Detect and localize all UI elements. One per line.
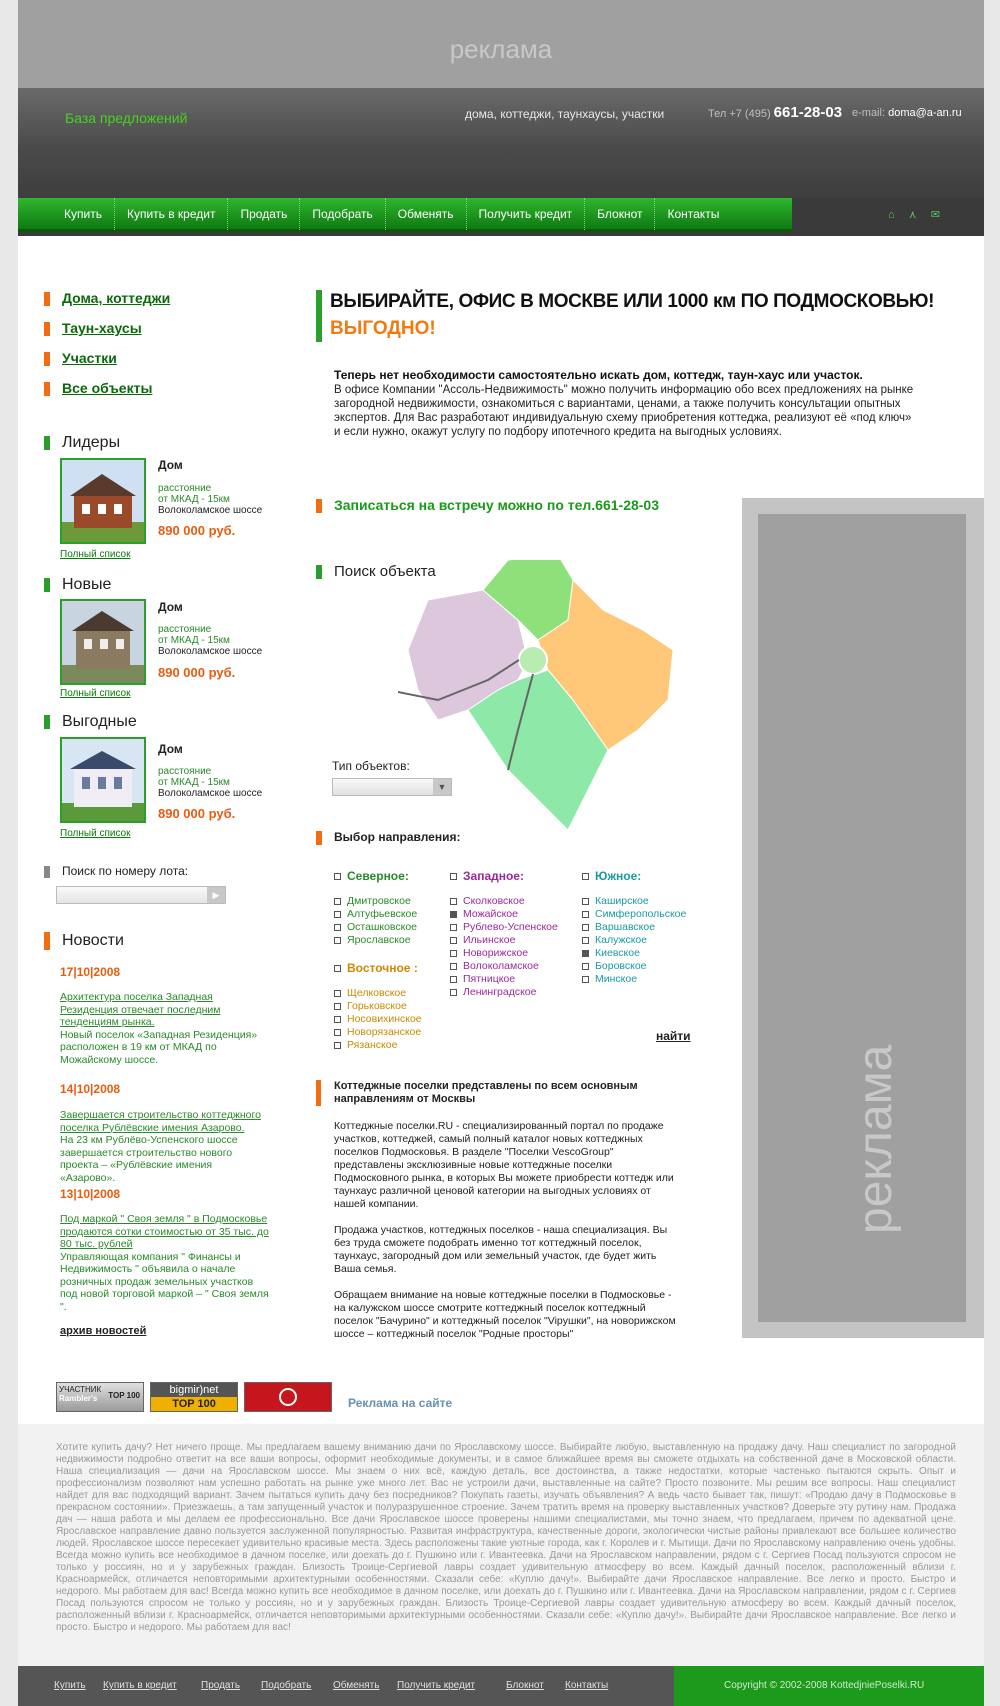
nav-sell[interactable]: Продать bbox=[228, 198, 300, 230]
west-title: Западное: bbox=[463, 869, 524, 883]
news-text: На 23 км Рублёво-Успенского шоссе завершается строительство нового проекта – «Рублёвские имения «Азарово». bbox=[60, 1134, 238, 1184]
checkbox[interactable] bbox=[334, 911, 341, 918]
bullet bbox=[316, 565, 322, 579]
bullet bbox=[44, 322, 50, 336]
phone-prefix: Тел +7 (495) bbox=[708, 108, 771, 120]
checkbox[interactable] bbox=[450, 924, 457, 931]
checkbox[interactable] bbox=[334, 937, 341, 944]
west-column bbox=[450, 870, 558, 999]
bullet bbox=[44, 578, 50, 592]
checkbox[interactable] bbox=[334, 898, 341, 905]
footer-link-select[interactable]: Подобрать bbox=[261, 1680, 312, 1691]
news-item bbox=[60, 991, 270, 1066]
south-title: Южное: bbox=[595, 869, 642, 883]
checkbox[interactable] bbox=[334, 990, 341, 997]
checkbox-checked[interactable] bbox=[450, 911, 457, 918]
news-text: Управляющая компания " Финансы и Недвижимость " объявила о начале розничных продаж земельных участков под новой торговой маркой – " Своя земля ". bbox=[60, 1250, 269, 1313]
dir-item[interactable] bbox=[450, 960, 558, 973]
rambler-line2: Rambler's bbox=[59, 1394, 98, 1403]
nav-get-credit[interactable]: Получить кредит bbox=[467, 198, 586, 230]
find-button[interactable]: найти bbox=[656, 1029, 691, 1043]
rambler-line1: УЧАСТНИК bbox=[59, 1385, 102, 1394]
nav-buy-credit[interactable]: Купить в кредит bbox=[115, 198, 229, 230]
checkbox[interactable] bbox=[450, 873, 457, 880]
search-title-text: Поиск объекта bbox=[334, 563, 436, 580]
dir-item[interactable] bbox=[582, 921, 686, 934]
east-column bbox=[334, 962, 422, 1052]
property-price: 890 000 руб. bbox=[158, 523, 236, 538]
checkbox[interactable] bbox=[334, 924, 341, 931]
menu-townhouses[interactable] bbox=[44, 320, 142, 338]
type-select[interactable] bbox=[332, 778, 452, 796]
news-date: 13|10|2008 bbox=[60, 1187, 121, 1201]
checkbox[interactable] bbox=[582, 911, 589, 918]
menu-houses[interactable] bbox=[44, 290, 170, 308]
dir-item[interactable] bbox=[450, 908, 558, 921]
dir-item-label: Боровское bbox=[595, 960, 647, 972]
new-full-list-link[interactable]: Полный список bbox=[60, 688, 131, 699]
footer-link-buy[interactable]: Купить bbox=[54, 1680, 86, 1691]
cottage-p3: Обращаем внимание на новые коттеджные поселки в Подмосковье - на калужском шоссе смотрите коттеджный поселок коттеджный поселок "Бачурино" и коттеджный поселок "Vipушки", на новорижском шоссе – коттеджный поселок "Родные просторы" bbox=[334, 1289, 676, 1340]
cottage-p2: Продажа участков, коттеджных поселков - наша специализация. Вы без труда сможете подобрать именно тот коттеджный поселок, таунхаус, загородный дом или земельный участок, где будет жить Ваша семья. bbox=[334, 1224, 668, 1275]
bullet bbox=[44, 292, 50, 306]
bullet bbox=[44, 436, 50, 450]
counter-icon bbox=[279, 1388, 297, 1406]
rambler-top100-banner[interactable] bbox=[56, 1382, 144, 1412]
site-logo-text[interactable]: База предложений bbox=[65, 110, 188, 126]
footer-link-get-credit[interactable]: Получить кредит bbox=[397, 1680, 476, 1691]
dir-item[interactable] bbox=[334, 921, 417, 934]
checkbox[interactable] bbox=[334, 1042, 341, 1049]
news-title bbox=[44, 932, 124, 950]
seo-block bbox=[18, 1424, 984, 1666]
bullet bbox=[316, 499, 322, 513]
checkbox[interactable] bbox=[450, 937, 457, 944]
intro-text: В офисе Компании "Ассоль-Недвижимость" можно получить информацию обо всех предложениях на рынке загородной недвижимости, ознакомиться с вариантами, ценами, а также получить консультации опытных экспертов. Для Вас разработают индивидуальную схему приобретения коттеджа, реализуют её «под ключ» и если нужно, окажут услугу по подбору ипотечного кредита на выгодных условиях. bbox=[334, 384, 914, 438]
profit-title-text: Выгодные bbox=[62, 713, 137, 730]
seo-text: Хотите купить дачу? Нет ничего проще. Мы предлагаем вашему вниманию дачи по Ярославскому шоссе. Выбирайте любую, выставленную на продажу дачу. Наш специалист по загородной недвижимости подробно ответит на все ваши вопросы, оформит необходимые документы, и в самое ближайшее время вы сможете отдыхать на собственной даче в Московской области. Наша специализация — дачи на Ярославском шоссе. Мы знаем о них всё, каждую деталь, все достоинства, а также недостатки, которые частенько пытаются скрыть. Опыт и профессионализм позволяют нам успешно работать на рынке уже много лет. Вас не устроили дачи, выставленные на сайте? Просто позвоните. Мы решим все вопросы. Наш специалист найдет для вас подходящий вариант. Зачем пытаться купить дачу без посредников? Покупать газеты, изучать объявления? А ведь часто бывает так, пишут: «Продаю дачу в Подмосковье в прекрасном состоянии». Приезжаешь, а там запущенный участок и полуразрушенное строение. Зачем тратить время на проверку выставленных участков? Доверьте эту рутину нам. Продажа дач — наша работа и мы делаем ее профессионально. Все дачи Ярославское шоссе проверены нашими специалистами, мы точно знаем, что предлагаем, причем по адекватной цене. Ярославское направление давно пользуется заслуженной популярностью. Развитая инфраструктура, качественные дороги, экологически чистые районы привлекают все большее количество людей. Ярославское шоссе пересекает удивительно красивые места. Здесь расположены такие уютные города, как г. Королев и г. Мытищи. Дачи по Ярославскому направлению очень удобны. Всегда можно купить все необходимое в дачном поселке, или доехать до г. Пушкино или г. Ивантеевка. Дачи на Ярославском направлении, рядом с г. Сергиев Посад пользуются спросом не только у россиян, но и у зарубежных граждан. Близость Троице-Сергиевой лавры создает удивительную атмосферу во всем. Каждый дачный поселок, расположенный вблизи г. Красноармейск, отличается неповторимыми архитектурными особенностями. Сказали себе: «Куплю дачу!». Выбирайте дачи Ярославское направление. Все легко и просто. Быстро и недорого. Мы работаем для вас! Всегда можно купить все необходимое в дачном поселке, или доехать до г. Пушкино или г. Ивантеевка. Дачи на Ярославском направлении, рядом с г. Сергиев Посад пользуются спросом не только у россиян, но и у зарубежных граждан. Близость Троице-Сергиевой лавры создает удивительную атмосферу во всем. Каждый дачный поселок, расположенный вблизи г. Красноармейск, отличается неповторимыми архитектурными особенностями. Сказали себе: «Куплю дачу!». Выбирайте дачи Ярославское направление. Все легко и просто. Быстро и недорого. Мы работаем для вас! bbox=[56, 1442, 956, 1633]
checkbox[interactable] bbox=[334, 1029, 341, 1036]
dir-item-label: Носовихинское bbox=[347, 1013, 422, 1025]
dir-item[interactable] bbox=[334, 1039, 422, 1052]
dir-item-label: Горьковское bbox=[347, 1000, 407, 1012]
intro-bold: Теперь нет необходимости самостоятельно искать дом, коттедж, таун-хаус или участок. bbox=[334, 368, 863, 382]
property-mkad: от МКАД - 15км bbox=[158, 494, 230, 505]
dir-item-label: Щелковское bbox=[347, 987, 407, 999]
dir-item-label: Ленинградское bbox=[463, 986, 537, 998]
dir-item[interactable] bbox=[582, 895, 686, 908]
lot-search-label bbox=[44, 864, 188, 878]
property-details bbox=[158, 483, 262, 516]
menu-plots[interactable] bbox=[44, 350, 117, 368]
email-prefix: e-mail: bbox=[852, 107, 886, 119]
checkbox[interactable] bbox=[582, 937, 589, 944]
checkbox[interactable] bbox=[450, 989, 457, 996]
page-title: ВЫБИРАЙТЕ, ОФИС В МОСКВЕ ИЛИ 1000 км ПО ПОДМОСКОВЬЮ! bbox=[330, 291, 935, 312]
dir-item-label: Калужское bbox=[595, 934, 648, 946]
property-distance-label: расстояние bbox=[158, 624, 212, 635]
title-bar bbox=[316, 290, 322, 342]
east-head[interactable] bbox=[334, 962, 422, 975]
dir-item-label: Ильинское bbox=[463, 934, 516, 946]
property-type[interactable]: Дом bbox=[158, 458, 183, 472]
side-ad-text: реклама bbox=[849, 1044, 902, 1234]
news-date: 14|10|2008 bbox=[60, 1082, 121, 1096]
dir-item-label: Волоколамское bbox=[463, 960, 539, 972]
property-road: Волоколамское шоссе bbox=[158, 505, 263, 516]
footer-link-exchange[interactable]: Обменять bbox=[333, 1680, 380, 1691]
property-mkad: от МКАД - 15км bbox=[158, 777, 230, 788]
lot-search-text: Поиск по номеру лота: bbox=[62, 864, 189, 878]
west-head[interactable] bbox=[450, 870, 558, 883]
dir-item[interactable] bbox=[334, 987, 422, 1000]
nav-notebook[interactable]: Блокнот bbox=[585, 198, 655, 230]
profit-full-list-link[interactable]: Полный список bbox=[60, 828, 131, 839]
cottage-p1: Коттеджные поселки.RU - специализированный портал по продаже участков, коттеджей, самый полный каталог новых коттеджных поселков Подмосковья. В разделе "Поселки VescoGroup" представлены эксклюзивные новые коттеджные поселки Подмосковного рынка, в которых Вы можете приобрести коттедж или таунхаус различной ценовой категории на выгодных условиях от нашей компании. bbox=[334, 1120, 674, 1210]
dir-item[interactable] bbox=[334, 1013, 422, 1026]
meet-text: Записаться на встречу можно по тел.661-28-03 bbox=[334, 497, 660, 513]
leaders-title bbox=[44, 434, 120, 452]
dir-item[interactable] bbox=[450, 947, 558, 960]
south-head[interactable] bbox=[582, 870, 686, 883]
top-ad-banner[interactable]: реклама bbox=[18, 0, 984, 88]
dir-item-label: Рублево-Успенское bbox=[463, 921, 558, 933]
dir-item-label: Новорижское bbox=[463, 947, 529, 959]
east-title: Восточное : bbox=[347, 961, 418, 975]
nav-icons bbox=[888, 208, 954, 221]
side-ad[interactable] bbox=[742, 498, 984, 1338]
menu-all-link[interactable]: Все объекты bbox=[62, 380, 153, 396]
dir-item-label: Новорязанское bbox=[347, 1026, 422, 1038]
news-date: 17|10|2008 bbox=[60, 965, 121, 979]
dir-item-label: Пятницкое bbox=[463, 973, 516, 985]
north-title: Северное: bbox=[347, 869, 409, 883]
header-email bbox=[852, 107, 962, 119]
news-title-text: Новости bbox=[62, 932, 124, 950]
email-link[interactable]: doma@a-an.ru bbox=[888, 107, 962, 119]
dir-item-label: Минское bbox=[595, 973, 638, 985]
menu-all[interactable] bbox=[44, 380, 152, 398]
north-head[interactable] bbox=[334, 870, 417, 883]
property-details bbox=[158, 624, 262, 657]
leaders-title-text: Лидеры bbox=[62, 434, 121, 451]
dir-item[interactable] bbox=[334, 1026, 422, 1039]
profit-title bbox=[44, 713, 137, 731]
checkbox[interactable] bbox=[450, 950, 457, 957]
checkbox-checked[interactable] bbox=[582, 950, 589, 957]
checkbox[interactable] bbox=[334, 965, 341, 972]
house-photo[interactable] bbox=[60, 458, 146, 544]
checkbox[interactable] bbox=[582, 873, 589, 880]
meet-line bbox=[316, 497, 659, 513]
news-text: Новый поселок «Западная Резиденция» расположен в 19 км от МКАД по Можайскому шоссе. bbox=[60, 1028, 258, 1066]
dir-item[interactable] bbox=[582, 934, 686, 947]
direction-title bbox=[316, 830, 460, 845]
map-moscow[interactable] bbox=[519, 646, 547, 674]
dir-item-label: Дмитровское bbox=[347, 895, 411, 907]
dir-item[interactable] bbox=[582, 973, 686, 986]
dir-item-label: Киевское bbox=[595, 947, 640, 959]
bullet bbox=[316, 831, 322, 845]
property-road: Волоколамское шоссе bbox=[158, 646, 263, 657]
side-ad-inner[interactable] bbox=[758, 514, 966, 1322]
dir-item[interactable] bbox=[582, 960, 686, 973]
news-item bbox=[60, 1213, 270, 1313]
dir-item-label: Варшавское bbox=[595, 921, 656, 933]
bigmir-line1: bigmir)net bbox=[151, 1383, 237, 1397]
lot-search-input[interactable] bbox=[56, 886, 226, 904]
checkbox[interactable] bbox=[582, 963, 589, 970]
footer-link-contacts[interactable]: Контакты bbox=[565, 1680, 609, 1691]
dir-item[interactable] bbox=[334, 908, 417, 921]
dir-item[interactable] bbox=[334, 895, 417, 908]
dir-item-label: Алтуфьевское bbox=[347, 908, 418, 920]
nav-select[interactable]: Подобрать bbox=[300, 198, 385, 230]
news-link[interactable]: Архитектура поселка Западная Резиденция отвечает последним тенденциям рынка. bbox=[60, 991, 221, 1028]
direction-title-text: Выбор направления: bbox=[334, 830, 461, 844]
checkbox[interactable] bbox=[582, 898, 589, 905]
header-phone bbox=[708, 104, 842, 121]
dir-item[interactable] bbox=[450, 986, 558, 999]
new-title-text: Новые bbox=[62, 576, 112, 593]
property-distance-label: расстояние bbox=[158, 483, 212, 494]
news-link[interactable]: Под маркой " Своя земля " в Подмосковье продаются сотки стоимостью от 35 тыс. до 80 тыс. рублей bbox=[60, 1213, 269, 1250]
dir-item[interactable] bbox=[450, 934, 558, 947]
news-item bbox=[60, 1109, 270, 1184]
leaders-full-list-link[interactable]: Полный список bbox=[60, 549, 131, 560]
north-column bbox=[334, 870, 417, 947]
cott-bar bbox=[316, 1080, 321, 1106]
checkbox[interactable] bbox=[582, 924, 589, 931]
footer-link-notebook[interactable]: Блокнот bbox=[506, 1680, 544, 1691]
house-photo[interactable] bbox=[60, 599, 146, 685]
property-details bbox=[158, 766, 262, 799]
main-nav bbox=[18, 198, 984, 236]
dir-item-label: Каширское bbox=[595, 895, 649, 907]
footer-link-buy-credit[interactable]: Купить в кредит bbox=[103, 1680, 177, 1691]
property-distance-label: расстояние bbox=[158, 766, 212, 777]
bigmir-line2: TOP 100 bbox=[151, 1397, 237, 1411]
cottage-text bbox=[334, 1120, 680, 1341]
home-icon[interactable]: ⌂ bbox=[888, 209, 909, 221]
property-price: 890 000 руб. bbox=[158, 665, 236, 680]
bigmir-top100-banner[interactable] bbox=[150, 1382, 238, 1412]
dir-item[interactable] bbox=[450, 973, 558, 986]
dir-item[interactable] bbox=[334, 934, 417, 947]
mail-icon[interactable]: ✉ bbox=[930, 209, 954, 221]
header bbox=[18, 88, 984, 198]
chevron-down-icon[interactable]: ▼ bbox=[433, 779, 451, 795]
checkbox[interactable] bbox=[334, 1016, 341, 1023]
bullet bbox=[44, 866, 50, 878]
page-subtitle: ВЫГОДНО! bbox=[330, 318, 436, 339]
checkbox[interactable] bbox=[334, 1003, 341, 1010]
dir-item[interactable] bbox=[334, 1000, 422, 1013]
footer-link-sell[interactable]: Продать bbox=[201, 1680, 241, 1691]
nav-exchange[interactable]: Обменять bbox=[386, 198, 467, 230]
dir-item-label: Симферопольское bbox=[595, 908, 687, 920]
nav-buy[interactable]: Купить bbox=[52, 198, 115, 230]
copyright: Copyright © 2002-2008 KottedjniePoselki.RU bbox=[724, 1680, 925, 1691]
dir-item-label: Ярославское bbox=[347, 934, 411, 946]
house-photo[interactable] bbox=[60, 737, 146, 823]
dir-item-label: Рязанское bbox=[347, 1039, 398, 1051]
checkbox[interactable] bbox=[450, 898, 457, 905]
property-road: Волоколамское шоссе bbox=[158, 788, 263, 799]
moscow-region-map[interactable] bbox=[398, 560, 708, 842]
dir-item-label: Сколковское bbox=[463, 895, 525, 907]
property-price: 890 000 руб. bbox=[158, 806, 236, 821]
bullet bbox=[44, 382, 50, 396]
dir-item[interactable] bbox=[450, 921, 558, 934]
site-ad-link[interactable]: Реклама на сайте bbox=[348, 1396, 453, 1410]
news-archive-link[interactable]: архив новостей bbox=[60, 1325, 147, 1337]
phone-number: 661-28-03 bbox=[773, 104, 843, 121]
footer bbox=[18, 1666, 984, 1706]
header-categories: дома, коттеджи, таунхаусы, участки bbox=[465, 107, 665, 121]
main-nav-bar bbox=[18, 198, 792, 232]
menu-plots-link[interactable]: Участки bbox=[62, 350, 117, 366]
dir-item-label: Осташковское bbox=[347, 921, 418, 933]
new-title bbox=[44, 576, 111, 594]
menu-townhouses-link[interactable]: Таун-хаусы bbox=[62, 320, 142, 336]
menu-houses-link[interactable]: Дома, коттеджи bbox=[62, 290, 171, 306]
checkbox[interactable] bbox=[334, 873, 341, 880]
checkbox[interactable] bbox=[450, 963, 457, 970]
bullet bbox=[44, 715, 50, 729]
rambler-line3: TOP 100 bbox=[108, 1391, 140, 1400]
south-column bbox=[582, 870, 686, 986]
property-mkad: от МКАД - 15км bbox=[158, 635, 230, 646]
counter-banner[interactable] bbox=[244, 1382, 332, 1412]
bullet bbox=[44, 932, 50, 950]
dir-item[interactable] bbox=[582, 908, 686, 921]
news-link[interactable]: Завершается строительство коттеджного поселка Рублёвские имения Азарово. bbox=[60, 1109, 261, 1134]
dir-item[interactable] bbox=[450, 895, 558, 908]
checkbox[interactable] bbox=[450, 976, 457, 983]
nav-contacts[interactable]: Контакты bbox=[667, 207, 720, 221]
cottage-title: Коттеджные поселки представлены по всем основным направлениям от Москвы bbox=[334, 1080, 638, 1105]
lot-search-go-icon[interactable]: ▶ bbox=[207, 887, 225, 903]
sitemap-icon[interactable]: ⋏ bbox=[908, 209, 931, 221]
property-type[interactable]: Дом bbox=[158, 742, 183, 756]
property-type[interactable]: Дом bbox=[158, 600, 183, 614]
dir-item-label: Можайское bbox=[463, 908, 518, 920]
dir-item[interactable] bbox=[582, 947, 686, 960]
checkbox[interactable] bbox=[582, 976, 589, 983]
bullet bbox=[44, 352, 50, 366]
type-label: Тип объектов: bbox=[332, 759, 410, 773]
